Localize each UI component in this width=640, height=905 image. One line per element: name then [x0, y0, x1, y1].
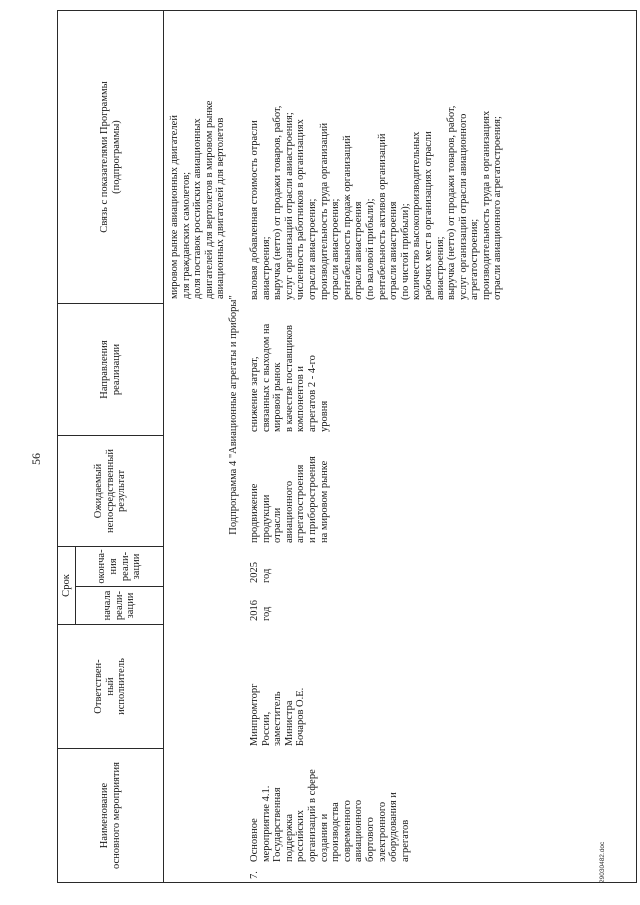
header-name: Наименование основного мероприятия: [98, 762, 122, 869]
header-expected: Ожидаемый непосредственный результат: [93, 449, 128, 533]
row-relation: валовая добавленная стоимость отрасли авиастроения; выручка (нетто) от продажи товаров, работ, услуг организаций отрасли авиастроения; численность работников в организациях отрасли авиастроения; производительность труда организаций отрасли авиастроения; рентабельность продаж организаций отрасли авиастроения (по валовой прибыли); рентабельность активов организаций отрасли авиастроения (по чистой прибыли); количество высокопроизводительных рабочих мест в организациях отрасли авиастроения; выручка (нетто) от продажи товаров, работ, услуг организаций отрасли авиационного агрегатостроения; производительность труда в организациях отрасли авиационного агрегатостроения;: [249, 105, 504, 300]
header-directions: Направления реализации: [98, 340, 122, 399]
row-number: 7.: [249, 871, 260, 879]
row-responsible: Минпромторг России, заместитель Министра Бочаров О.Е.: [249, 683, 307, 746]
header-relation: Связь с показателями Программы (подпрограммы): [98, 81, 122, 233]
continuation-text: мировом рынке авиационных двигателей для гражданских самолетов; доля поставок российских авиационных двигателей для вертолетов в мировом рынке авиационных двигателей для вертолетов: [169, 100, 227, 299]
header-end: оконча- ния реали- зации: [96, 549, 143, 584]
footer-code: 29030482.doc: [599, 841, 606, 883]
row-end: 2025 год: [249, 562, 272, 583]
header-period: Срок: [60, 574, 72, 597]
table-bottom-border: [636, 10, 637, 883]
header-start: начала реали- зации: [102, 590, 137, 621]
page-number: 56: [29, 453, 43, 465]
row-expected: продвижение продукции отрасли авиационного агрегатостроения и приборостроения на мировом рынке: [249, 456, 330, 543]
row-start: 2016 год: [249, 600, 272, 621]
row-directions: снижение затрат, связанных с выходом на мировой рынок в качестве поставщиков компонентов и агрегатов 2 - 4-го уровня: [249, 323, 330, 432]
col-border-left: [57, 882, 637, 883]
subprogram-title: Подпрограмма 4 "Авиационные агрегаты и приборы": [228, 295, 239, 535]
header-responsible: Ответствен- ный исполнитель: [93, 658, 128, 715]
row-name: Основное мероприятие 4.1. Государственная поддержка российских организаций в сфере создания и производства современного авиационного бортового электронного оборудования и агрегатов: [249, 769, 411, 862]
table-header-bottom-border: [163, 10, 164, 883]
